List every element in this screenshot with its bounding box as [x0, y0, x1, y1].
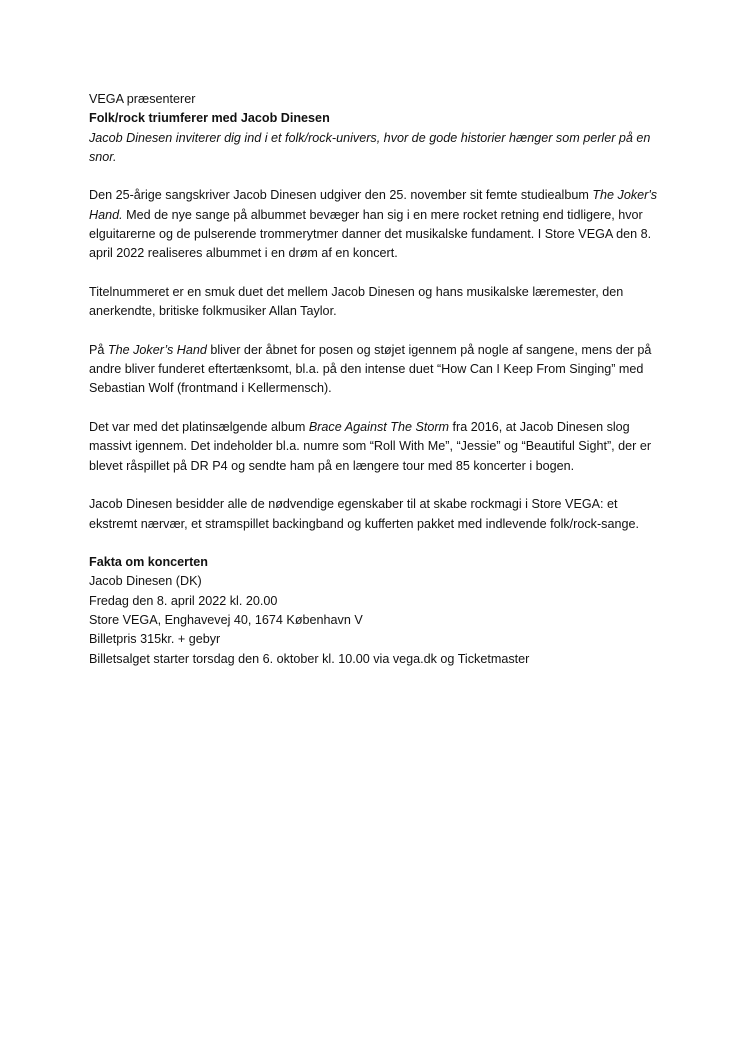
facts-price: Billetpris 315kr. + gebyr	[89, 632, 221, 647]
paragraph-breakthrough	[89, 418, 669, 476]
headline: Folk/rock triumferer med Jacob Dinesen	[89, 111, 330, 126]
facts-date: Fredag den 8. april 2022 kl. 20.00	[89, 593, 278, 608]
paragraph-title-track: Titelnummeret er en smuk duet det mellem Jacob Dinesen og hans musikalske læremester, den anerkendte, britiske folkmusiker Allan Taylor.	[89, 284, 624, 319]
spacer	[89, 322, 669, 341]
paragraph-release-text-before: Den 25-årige sangskriver Jacob Dinesen udgiver den 25. november sit femte studiealbum	[89, 188, 593, 203]
album-title-brace-against-the-storm: Brace Against The Storm	[308, 420, 450, 435]
spacer	[89, 534, 669, 553]
facts-ticket-sale: Billetsalget starter torsdag den 6. oktober kl. 10.00 via vega.dk og Ticketmaster	[89, 651, 530, 666]
spacer	[89, 264, 669, 283]
paragraph-songs-text-before: På	[89, 342, 108, 357]
spacer	[89, 167, 669, 186]
paragraph-breakthrough-text-before: Det var med det platinsælgende album	[89, 420, 309, 435]
facts-artist: Jacob Dinesen (DK)	[89, 574, 202, 589]
press-release	[89, 90, 669, 669]
album-title-jokers-hand: The Joker's Hand.	[89, 188, 658, 222]
paragraph-qualities: Jacob Dinesen besidder alle de nødvendige egenskaber til at skabe rockmagi i Store VEGA: et ekstremt nærvær, et stramspillet backingband og kufferten pakket med indlevende folk/rock-sange.	[89, 497, 639, 531]
paragraph-breakthrough-text-after: fra 2016, at Jacob Dinesen slog massivt igennem. Det indeholder bl.a. numre som “Roll With Me”, “Jessie” og “Beautiful Sight”, der er blevet råspillet på DR P4 og sendte ham på en længere tour med 85 koncerter i bogen.	[89, 420, 652, 473]
paragraph-songs-text-after: bliver der åbnet for posen og støjet igennem på nogle af sangene, mens der på andre bliver funderet eftertænksomt, bl.a. på den intense duet “How Can I Keep From Singing” med Sebastian Wolf (frontmand i Kellermensch).	[89, 342, 652, 396]
spacer	[89, 399, 669, 418]
subheadline: Jacob Dinesen inviterer dig ind i et folk/rock-univers, hvor de gode historier hænger som perler på en snor.	[89, 130, 651, 164]
paragraph-release	[89, 186, 669, 263]
presenter-line: VEGA præsenterer	[89, 92, 196, 106]
paragraph-songs	[89, 341, 669, 399]
paragraph-release-text-after: Med de nye sange på albummet bevæger han sig i en mere rocket retning end tidligere, hvor elguitarerne og de pulserende trommerytmer danner det musikalske fundament. I Store VEGA den 8. april 2022 realiseres albummet i en drøm af en koncert.	[89, 207, 652, 261]
facts-heading: Fakta om koncerten	[89, 555, 208, 570]
album-title-jokers-hand-2: The Joker’s Hand	[107, 342, 207, 357]
facts-venue: Store VEGA, Enghavevej 40, 1674 København V	[89, 613, 363, 628]
spacer	[89, 476, 669, 495]
